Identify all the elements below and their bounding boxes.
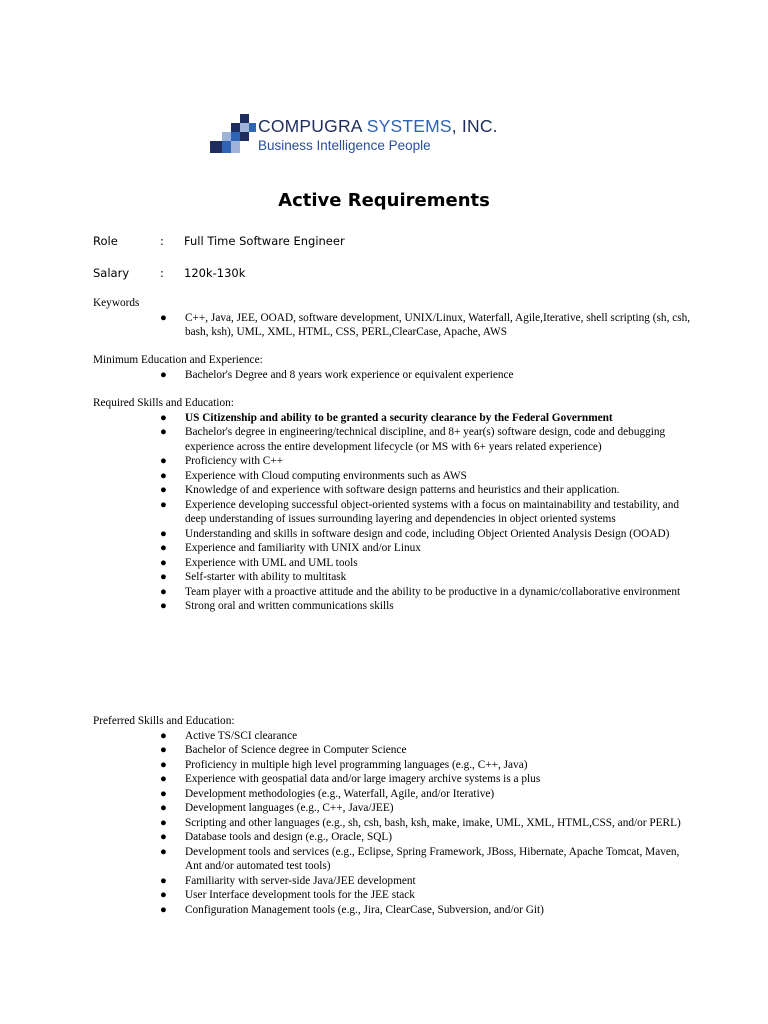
page-title: Active Requirements	[278, 190, 490, 211]
company-name	[258, 116, 498, 136]
bullet-icon: ●	[160, 831, 167, 843]
bullet-icon: ●	[160, 773, 167, 785]
required-list	[93, 411, 693, 614]
bullet-icon: ●	[160, 455, 167, 467]
list-item: ● Team player with a proactive attitude and the ability to be productive in a dynamic/collaborative environment	[160, 585, 681, 598]
bullet-icon: ●	[160, 426, 167, 438]
salary-colon: :	[160, 266, 164, 280]
list-item: ● Self-starter with ability to multitask	[160, 571, 347, 583]
role-label: Role	[93, 234, 118, 248]
bullet-icon: ●	[160, 411, 167, 424]
list-item: ● Development methodologies (e.g., Waterfall, Agile, and/or Iterative)	[160, 787, 495, 800]
list-item: ● Active TS/SCI clearance	[160, 729, 298, 742]
role-colon: :	[160, 234, 164, 248]
company-tagline: Business Intelligence People	[258, 138, 431, 153]
bullet-icon: ●	[160, 585, 167, 598]
bullet-icon: ●	[160, 802, 167, 814]
keywords-section	[93, 296, 693, 340]
bullet-icon: ●	[160, 498, 167, 511]
bullet-icon: ●	[160, 469, 167, 482]
company-name-part1: COMPUGRA	[258, 116, 362, 136]
list-item: ● Experience with UML and UML tools	[160, 556, 358, 569]
list-item: ● Understanding and skills in software design and code, including Object Oriented Analysis Design (OOAD)	[160, 527, 670, 540]
list-item: ● C++, Java, JEE, OOAD, software development, UNIX/Linux, Waterfall, Agile,Iterative, shell scripting (sh, csh, bash, ksh), UML, XML, HTML, CSS, PERL,ClearCase, Apache, AWS	[160, 311, 691, 338]
list-item: ● Knowledge of and experience with software design patterns and heuristics and their application.	[160, 484, 620, 496]
logo-mark-icon	[210, 114, 256, 154]
preferred-section	[93, 714, 693, 917]
list-item: ● Bachelor's Degree and 8 years work experience or equivalent experience	[160, 368, 514, 381]
list-item: ● Strong oral and written communications skills	[160, 600, 394, 612]
bullet-icon: ●	[160, 874, 167, 887]
bullet-icon: ●	[160, 527, 167, 540]
list-item: ● Configuration Management tools (e.g., Jira, ClearCase, Subversion, and/or Git)	[160, 903, 544, 916]
company-name-part3: , INC.	[451, 116, 498, 136]
list-item: ● Development tools and services (e.g., Eclipse, Spring Framework, JBoss, Hibernate, Apache Tomcat, Maven, Ant and/or automated test tools)	[160, 845, 680, 872]
keywords-heading: Keywords	[93, 297, 140, 309]
list-item: ● Familiarity with server-side Java/JEE development	[160, 874, 416, 887]
min-education-list	[93, 368, 693, 383]
preferred-heading: Preferred Skills and Education:	[93, 715, 235, 727]
list-item: ● Experience with Cloud computing environments such as AWS	[160, 469, 467, 482]
bullet-icon: ●	[160, 368, 167, 381]
list-item: ● Database tools and design (e.g., Oracle, SQL)	[160, 831, 393, 843]
bullet-icon: ●	[160, 889, 167, 901]
bullet-icon: ●	[160, 816, 167, 829]
list-item: ● Proficiency in multiple high level programming languages (e.g., C++, Java)	[160, 758, 528, 771]
keywords-list	[93, 311, 693, 340]
list-item: ● Development languages (e.g., C++, Java/JEE)	[160, 802, 394, 814]
bullet-icon: ●	[160, 787, 167, 800]
company-logo	[210, 114, 570, 158]
list-item: ● Experience and familiarity with UNIX and/or Linux	[160, 542, 421, 554]
list-item: ● US Citizenship and ability to be granted a security clearance by the Federal Government	[160, 411, 613, 424]
bullet-icon: ●	[160, 484, 167, 496]
bullet-icon: ●	[160, 556, 167, 569]
bullet-icon: ●	[160, 758, 167, 771]
min-education-heading: Minimum Education and Experience:	[93, 354, 263, 366]
role-value: Full Time Software Engineer	[184, 234, 345, 248]
preferred-list	[93, 729, 693, 918]
bullet-icon: ●	[160, 845, 167, 858]
bullet-icon: ●	[160, 600, 167, 612]
list-item: ● User Interface development tools for the JEE stack	[160, 889, 415, 901]
company-name-part2: SYSTEMS	[361, 116, 452, 136]
list-item: ● Experience with geospatial data and/or large imagery archive systems is a plus	[160, 773, 541, 785]
list-item: ● Experience developing successful object-oriented systems with a focus on maintainability and testability, and deep understanding of issues surrounding layering and dependencies in object oriented systems	[160, 498, 679, 525]
bullet-icon: ●	[160, 744, 167, 756]
list-item: ● Scripting and other languages (e.g., sh, csh, bash, ksh, make, imake, UML, XML, HTML,CSS, and/or PERL)	[160, 816, 681, 829]
min-education-section	[93, 353, 693, 382]
list-item: ● Proficiency with C++	[160, 455, 284, 467]
required-heading: Required Skills and Education:	[93, 397, 234, 409]
required-section	[93, 396, 693, 614]
salary-label: Salary	[93, 266, 130, 280]
bullet-icon: ●	[160, 903, 167, 916]
list-item: ● Bachelor of Science degree in Computer Science	[160, 744, 407, 756]
bullet-icon: ●	[160, 311, 167, 324]
bullet-icon: ●	[160, 542, 167, 554]
salary-value: 120k-130k	[184, 266, 246, 280]
bullet-icon: ●	[160, 729, 167, 742]
bullet-icon: ●	[160, 571, 167, 583]
list-item: ● Bachelor's degree in engineering/technical discipline, and 8+ year(s) software design, code and debugging experience across the entire development lifecycle (or MS with 6+ years related experience)	[160, 426, 666, 453]
